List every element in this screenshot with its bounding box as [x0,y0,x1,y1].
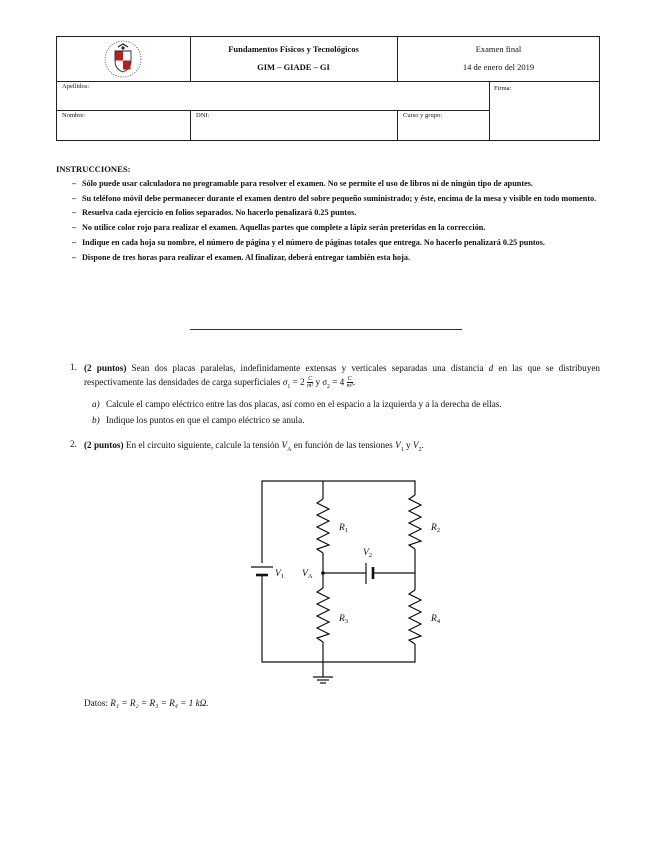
unit-fraction: $\frac{C}{\text{m²}}$ [307,375,314,389]
exam-type: Examen final [475,44,522,54]
resistor-r4 [409,590,421,644]
subquestion-b: Indique los puntos en que el campo eléctrico se anula. [106,415,305,425]
dni-label: DNI: [196,112,210,119]
resistor-r1 [317,499,329,553]
given-data: Datos: R₁ = R₂ = R₃ = R₄ = 1 kΩ. [84,698,209,708]
resistor-r3 [317,588,329,642]
instruction-item: – Su teléfono móvil debe permanecer durante el examen dentro del sobre pequeño suministrado; y éste, encima de la mesa y visible en todo momento. [72,193,597,203]
ground-symbol [313,677,333,683]
instruction-item: – Indique en cada hoja su nombre, el número de página y el número de páginas totales que entrega. No hacerlo penalizará 0.25 puntos. [72,237,545,247]
course-title: Fundamentos Físicos y Tecnológicos [228,44,359,54]
curso-grupo-label: Curso y grupo: [403,112,442,119]
problem-2-number: 2. [70,439,77,449]
label-r1: $R_1$ [339,523,349,534]
label-v1: $V_1$ [275,569,285,580]
problem-1-statement: (2 puntos) Sean dos placas paralelas, indefinidamente extensas y verticales separadas una distancia d en las que se distribuyen respectivamente las densidades de carga superficiales $\sigma_1 = 2$ $\frac{C}{\text{m²}}$ y $\sigma_2 = 4$ $\frac{C}{\text{m²}}$ . [84,363,601,390]
instruction-item: – Dispone de tres horas para realizar el examen. Al finalizar, deberá entregar también esta hoja. [72,252,410,262]
problem-2-statement: (2 puntos) En el circuito siguiente, calcule la tensión $V_A$ en función de las tensiones $V_1$ y $V_2$. [84,440,424,453]
subquestion-b-label: b) [92,415,100,425]
label-r4: $R_4$ [431,614,441,625]
unit-fraction: $\frac{C}{\text{m²}}$ [346,375,353,389]
node-a-dot [321,571,325,575]
instruction-item: – No utilice color rojo para realizar el examen. Aquellas partes que complete a lápiz serán preteridas en la corrección. [72,223,486,233]
degree-codes: GIM – GIADE – GI [257,62,330,72]
label-v2: $V_2$ [363,548,373,559]
exam-date: 14 de enero del 2019 [462,62,535,72]
nombre-label: Nombre: [62,112,86,119]
label-va: $V_A$ [302,569,313,580]
instruction-item: – Resuelva cada ejercicio en folios separados. No hacerlo penalizará 0.25 puntos. [72,208,357,218]
firma-label: Firma: [494,85,512,92]
apellidos-label: Apellidos: [62,83,90,90]
instructions-heading: INSTRUCCIONES: [56,164,131,174]
label-r3: $R_3$ [339,614,349,625]
subquestion-a-label: a) [92,399,100,409]
instruction-item: – Sólo puede usar calculadora no programable para resolver el examen. No se permite el uso de libros ni de ningún tipo de apuntes. [72,179,533,188]
problem-1-number: 1. [70,362,77,372]
label-r2: $R_2$ [431,523,441,534]
resistor-r2 [409,495,421,549]
subquestion-a: Calcule el campo eléctrico entre las dos placas, así como en el espacio a la izquierda y a la derecha de ellas. [106,399,502,409]
